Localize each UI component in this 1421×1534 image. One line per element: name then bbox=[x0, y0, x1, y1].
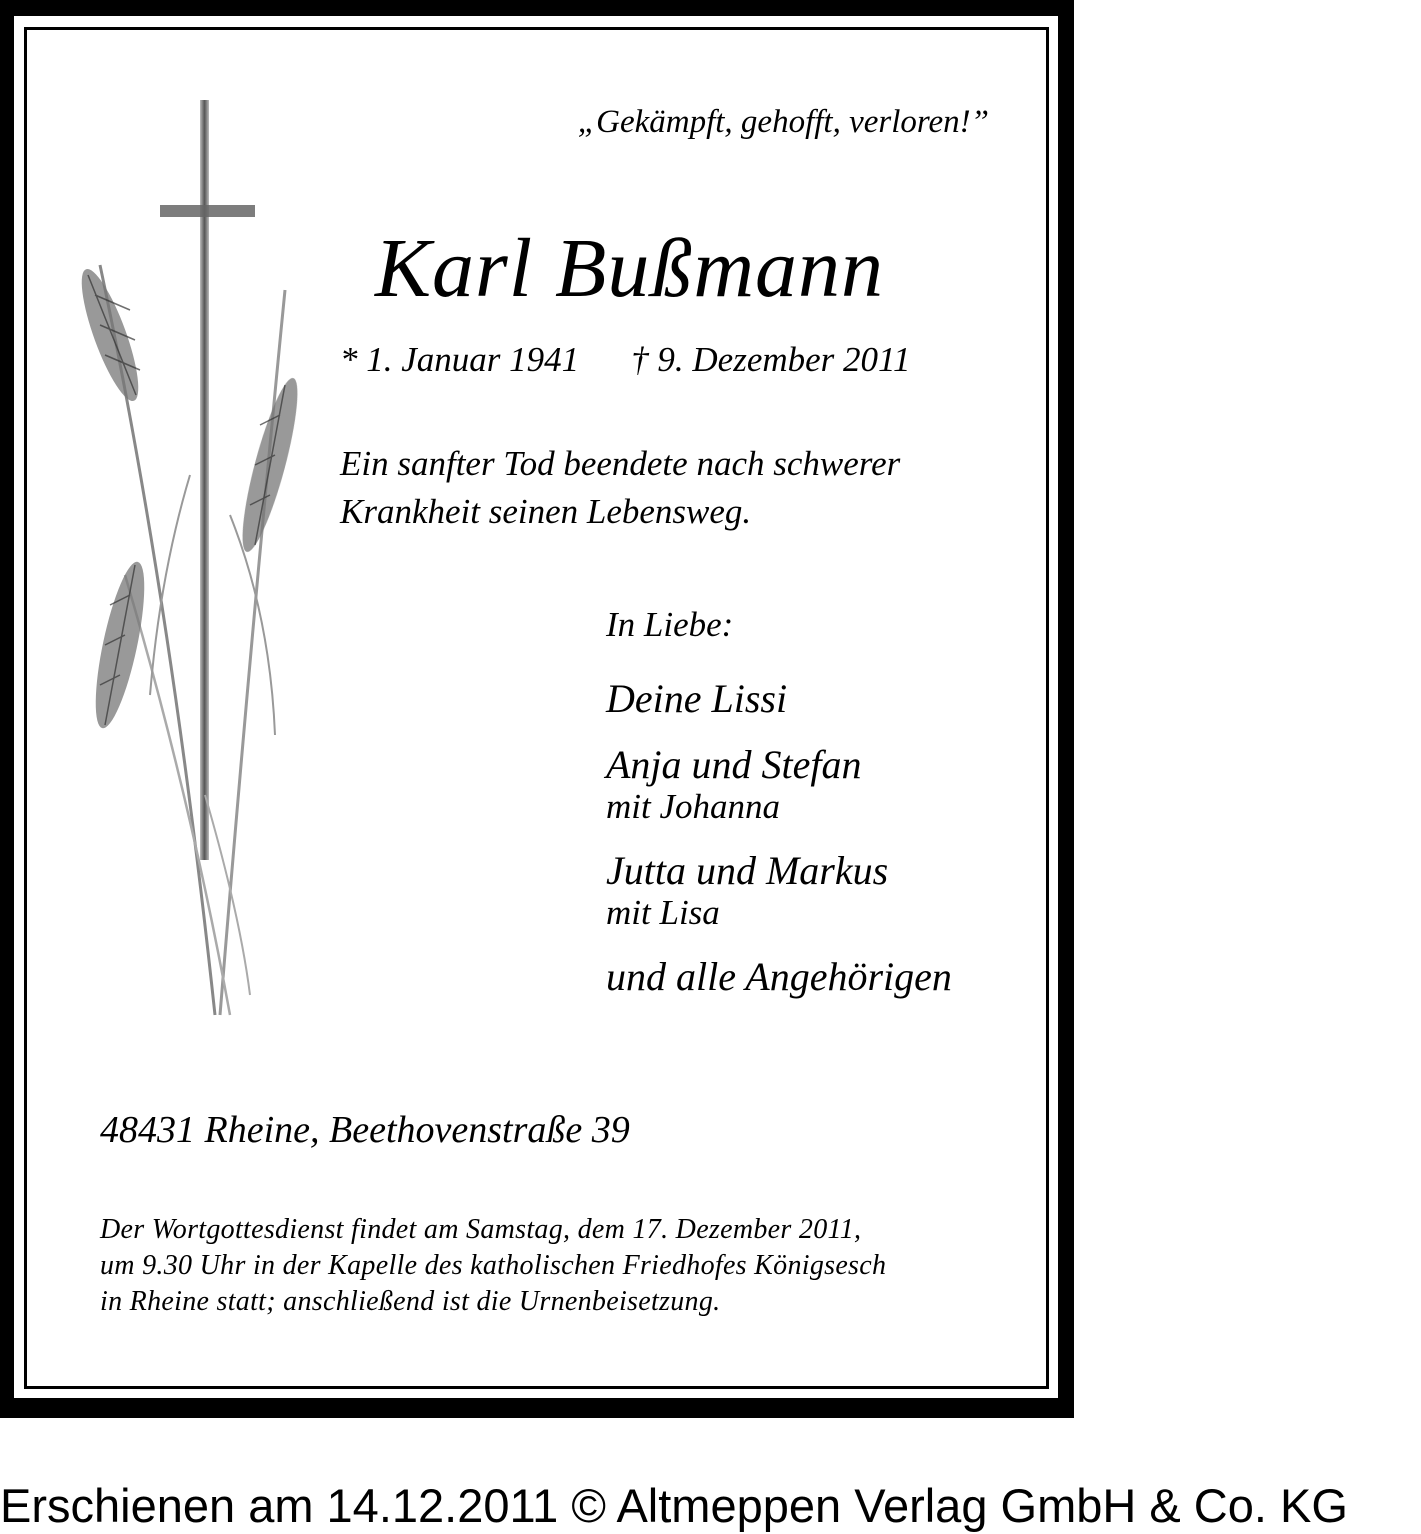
message-line: Ein sanfter Tod beendete nach schwerer bbox=[340, 444, 901, 483]
birth-date: * 1. Januar 1941 bbox=[340, 340, 580, 379]
death-date: † 9. Dezember 2011 bbox=[631, 340, 911, 379]
wheat-ear bbox=[71, 264, 308, 732]
signer-main: Jutta und Markus bbox=[606, 848, 889, 893]
signer bbox=[606, 677, 952, 721]
motto: „Gekämpft, gehofft, verloren!” bbox=[577, 104, 989, 140]
signer-main: Anja und Stefan bbox=[606, 742, 862, 787]
signer-main: Deine Lissi bbox=[606, 676, 788, 721]
message-line: Krankheit seinen Lebensweg. bbox=[340, 492, 752, 531]
deceased-name: Karl Bußmann bbox=[375, 222, 885, 315]
wheat-stem bbox=[220, 290, 285, 1015]
wheat-stem bbox=[125, 575, 230, 1015]
service-line: Der Wortgottesdienst findet am Samstag, dem 17. Dezember 2011, bbox=[100, 1214, 862, 1245]
wheat-stem bbox=[205, 795, 250, 995]
signers bbox=[606, 603, 952, 1021]
service-line: um 9.30 Uhr in der Kapelle des katholischen Friedhofes Königsesch bbox=[100, 1250, 887, 1281]
service-line: in Rheine statt; anschließend ist die Urnenbeisetzung. bbox=[100, 1286, 721, 1317]
publication-footer: Erschienen am 14.12.2011 © Altmeppen Verlag GmbH & Co. KG bbox=[0, 1479, 1348, 1532]
signer bbox=[606, 955, 952, 999]
signer-sub: mit Lisa bbox=[606, 893, 720, 932]
in-love-label: In Liebe: bbox=[606, 605, 734, 644]
signer-main: und alle Angehörigen bbox=[606, 954, 952, 999]
message bbox=[340, 440, 900, 536]
signer bbox=[606, 743, 952, 827]
cross-and-wheat-icon bbox=[40, 95, 320, 1025]
signer-sub: mit Johanna bbox=[606, 787, 781, 826]
cross-horizontal bbox=[160, 205, 255, 217]
address: 48431 Rheine, Beethovenstraße 39 bbox=[100, 1109, 630, 1151]
service-info bbox=[100, 1212, 886, 1320]
life-dates bbox=[340, 340, 910, 380]
signer bbox=[606, 849, 952, 933]
